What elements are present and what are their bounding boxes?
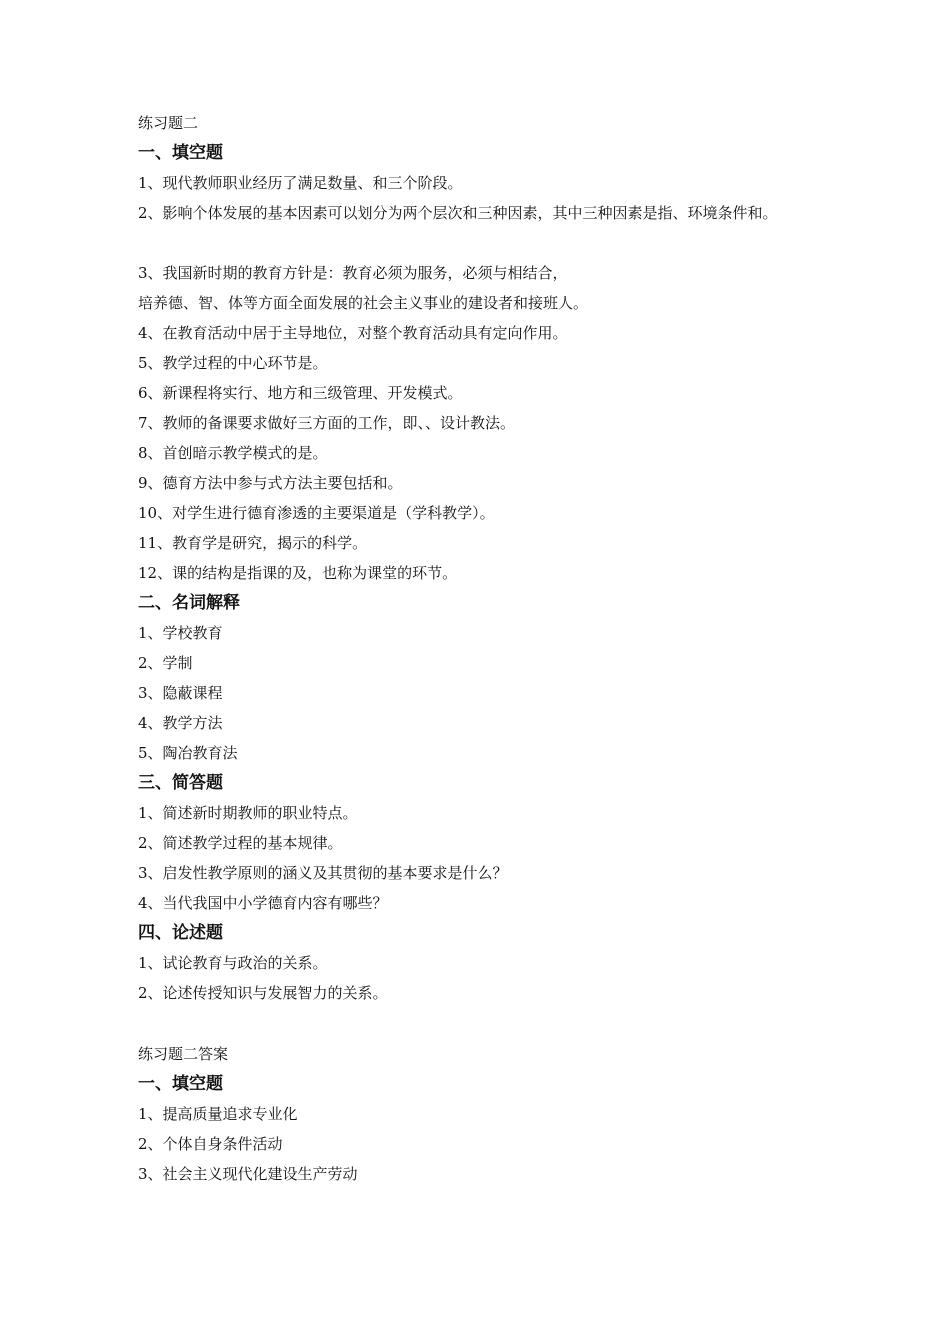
short-item-1: 1、简述新时期教师的职业特点。 <box>138 804 358 822</box>
term-item-3: 3、隐蔽课程 <box>138 684 223 702</box>
short-item-3: 3、启发性教学原则的涵义及其贯彻的基本要求是什么？ <box>138 864 508 882</box>
fill-item-6: 6、新课程将实行、地方和三级管理、开发模式。 <box>138 384 463 402</box>
short-item-4: 4、当代我国中小学德育内容有哪些？ <box>138 894 388 912</box>
fill-item-12: 12、课的结构是指课的及，也称为课堂的环节。 <box>138 564 458 582</box>
answers-title: 练习题二答案 <box>138 1045 229 1063</box>
fill-item-2: 2、影响个体发展的基本因素可以划分为两个层次和三种因素，其中三种因素是指、环境条件和。 <box>138 204 778 222</box>
section-spacer <box>138 1008 818 1039</box>
term-item-1: 1、学校教育 <box>138 624 223 642</box>
section-heading-terms: 二、名词解释 <box>138 593 240 613</box>
answer-item-1: 1、提高质量追求专业化 <box>138 1105 298 1123</box>
fill-item-4: 4、在教育活动中居于主导地位，对整个教育活动具有定向作用。 <box>138 324 568 342</box>
section-heading-short-answer: 三、简答题 <box>138 773 223 793</box>
section-heading-fill-in: 一、填空题 <box>138 143 223 163</box>
fill-item-10: 10、对学生进行德育渗透的主要渠道是（学科教学）。 <box>138 504 495 522</box>
fill-item-5: 5、教学过程的中心环节是。 <box>138 354 328 372</box>
fill-item-11: 11、教育学是研究，揭示的科学。 <box>138 534 368 552</box>
fill-item-3: 3、我国新时期的教育方针是：教育必须为服务，必须与相结合， <box>138 264 568 282</box>
fill-item-3-continued: 培养德、智、体等方面全面发展的社会主义事业的建设者和接班人。 <box>138 294 589 312</box>
term-item-5: 5、陶冶教育法 <box>138 744 238 762</box>
exercise-title: 练习题二 <box>138 114 199 132</box>
section-heading-essay: 四、论述题 <box>138 923 223 943</box>
fill-item-7: 7、教师的备课要求做好三方面的工作，即、、设计教法。 <box>138 414 516 432</box>
short-item-2: 2、简述教学过程的基本规律。 <box>138 834 343 852</box>
essay-item-2: 2、论述传授知识与发展智力的关系。 <box>138 984 388 1002</box>
essay-item-1: 1、试论教育与政治的关系。 <box>138 954 328 972</box>
document-page <box>138 108 818 1189</box>
answer-item-3: 3、社会主义现代化建设生产劳动 <box>138 1165 358 1183</box>
term-item-2: 2、学制 <box>138 654 193 672</box>
term-item-4: 4、教学方法 <box>138 714 223 732</box>
fill-item-1: 1、现代教师职业经历了满足数量、和三个阶段。 <box>138 174 463 192</box>
answer-item-2: 2、个体自身条件活动 <box>138 1135 283 1153</box>
answers-heading-fill-in: 一、填空题 <box>138 1074 223 1094</box>
fill-item-9: 9、德育方法中参与式方法主要包括和。 <box>138 474 403 492</box>
fill-item-8: 8、首创暗示教学模式的是。 <box>138 444 328 462</box>
